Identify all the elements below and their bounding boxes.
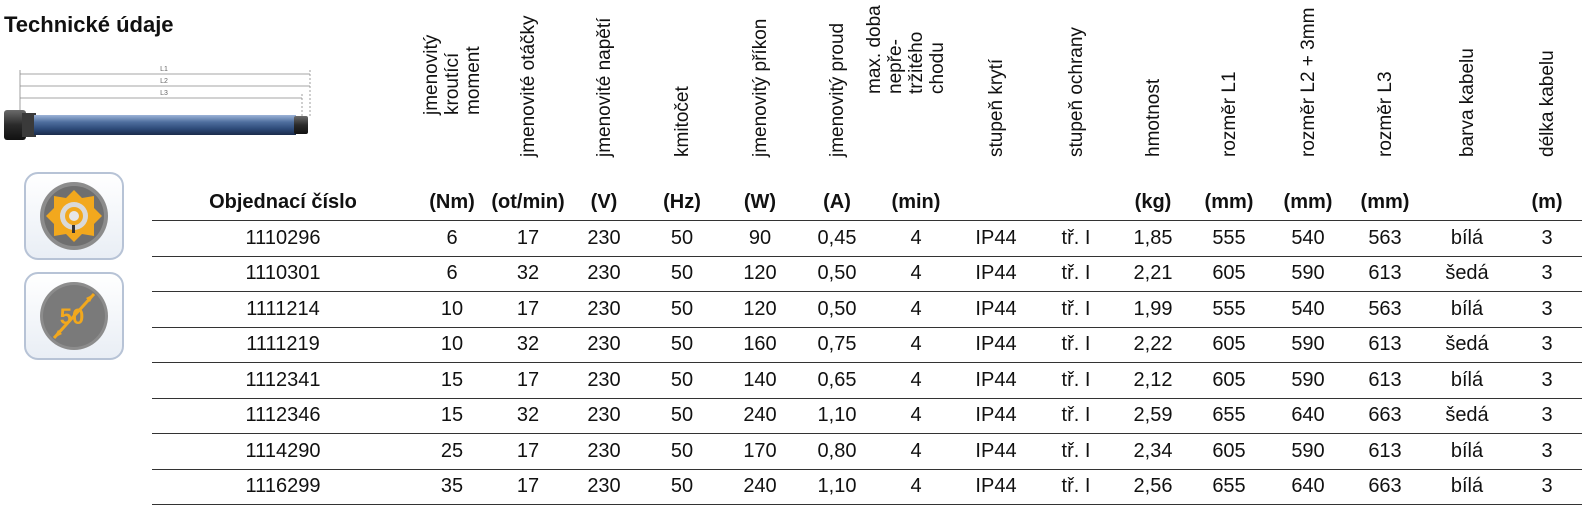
table-cell: 590 (1268, 256, 1348, 292)
table-cell: 0,80 (798, 434, 876, 470)
table-cell: 1,10 (798, 398, 876, 434)
table-cell: šedá (1422, 327, 1512, 363)
table-cell: bílá (1422, 221, 1512, 257)
order-number-cell: 1112346 (152, 398, 414, 434)
table-cell: 590 (1268, 327, 1348, 363)
column-label: jmenovitý proud (826, 22, 848, 157)
table-cell: 1,99 (1116, 292, 1190, 328)
order-number-cell: 1116299 (152, 469, 414, 505)
table-cell: 655 (1190, 398, 1268, 434)
page-title: Technické údaje (4, 12, 174, 37)
table-cell: 32 (490, 327, 566, 363)
table-cell: šedá (1422, 398, 1512, 434)
table-cell: 555 (1190, 292, 1268, 328)
table-cell: 4 (876, 327, 956, 363)
column-header-1 (414, 0, 490, 184)
table-cell: 230 (566, 363, 642, 399)
table-cell: 2,34 (1116, 434, 1190, 470)
column-unit: (kg) (1116, 184, 1190, 221)
table-cell: 605 (1190, 327, 1268, 363)
table-cell: 90 (722, 221, 798, 257)
table-cell: IP44 (956, 292, 1036, 328)
dimension-label-l3: L3 (160, 90, 168, 97)
table-cell: 4 (876, 398, 956, 434)
adapter-ring-icon (32, 178, 116, 254)
table-cell: 230 (566, 469, 642, 505)
table-cell: 613 (1348, 256, 1422, 292)
column-label: hmotnost (1142, 78, 1164, 157)
table-cell: tř. I (1036, 434, 1116, 470)
order-number-cell: 1110296 (152, 221, 414, 257)
table-cell: 4 (876, 292, 956, 328)
table-cell: 17 (490, 221, 566, 257)
column-label: max. doba nepře- tržitého chodu (863, 5, 948, 94)
column-unit: (Hz) (642, 184, 722, 221)
table-cell: 230 (566, 256, 642, 292)
column-unit: (mm) (1190, 184, 1268, 221)
table-cell: tř. I (1036, 327, 1116, 363)
table-cell: 50 (642, 256, 722, 292)
table-cell: IP44 (956, 256, 1036, 292)
column-header-15 (1512, 0, 1582, 184)
order-number-cell: 1114290 (152, 434, 414, 470)
table-cell: 613 (1348, 327, 1422, 363)
table-cell: 0,75 (798, 327, 876, 363)
column-label: kmitočet (671, 86, 693, 157)
table-cell: tř. I (1036, 363, 1116, 399)
table-cell: 540 (1268, 292, 1348, 328)
table-row (152, 434, 1582, 470)
adapter-ring-icon-box (24, 172, 124, 260)
table-cell: tř. I (1036, 469, 1116, 505)
order-number-cell: 1111214 (152, 292, 414, 328)
column-label: jmenovité napětí (593, 17, 615, 157)
table-cell: 555 (1190, 221, 1268, 257)
table-cell: tř. I (1036, 398, 1116, 434)
diameter-badge: 50 (59, 304, 85, 329)
order-number-cell: 1112341 (152, 363, 414, 399)
table-cell: 0,65 (798, 363, 876, 399)
column-unit (1422, 184, 1512, 221)
column-label-row (152, 0, 1582, 184)
column-unit: (A) (798, 184, 876, 221)
table-cell: 663 (1348, 398, 1422, 434)
column-unit: (Nm) (414, 184, 490, 221)
table-cell: 590 (1268, 363, 1348, 399)
column-label: rozměr L3 (1374, 71, 1396, 157)
column-label: jmenovité otáčky (517, 15, 539, 157)
table-cell: 50 (642, 434, 722, 470)
column-header-11 (1190, 0, 1268, 184)
spec-table-body (152, 221, 1582, 505)
column-header-10 (1116, 0, 1190, 184)
table-cell: 140 (722, 363, 798, 399)
order-number-cell: 1111219 (152, 327, 414, 363)
table-cell: bílá (1422, 469, 1512, 505)
column-unit: (W) (722, 184, 798, 221)
table-cell: 2,21 (1116, 256, 1190, 292)
table-cell: 0,45 (798, 221, 876, 257)
table-cell: 50 (642, 327, 722, 363)
table-cell: 32 (490, 256, 566, 292)
table-cell: 50 (642, 469, 722, 505)
table-row (152, 292, 1582, 328)
table-cell: 3 (1512, 256, 1582, 292)
column-label: jmenovitý kroutící moment (420, 34, 484, 115)
column-header-9 (1036, 0, 1116, 184)
column-unit (956, 184, 1036, 221)
table-cell: 3 (1512, 292, 1582, 328)
table-cell: 50 (642, 398, 722, 434)
table-cell: 230 (566, 221, 642, 257)
table-cell: 17 (490, 292, 566, 328)
table-cell: 10 (414, 327, 490, 363)
column-label: barva kabelu (1456, 48, 1478, 157)
table-cell: 230 (566, 398, 642, 434)
table-cell: 4 (876, 221, 956, 257)
table-cell: bílá (1422, 434, 1512, 470)
column-unit-row (152, 184, 1582, 221)
column-label: jmenovitý příkon (749, 18, 771, 157)
table-row (152, 363, 1582, 399)
column-header-14 (1422, 0, 1512, 184)
table-cell: 605 (1190, 363, 1268, 399)
column-header-4 (642, 0, 722, 184)
table-cell: 563 (1348, 292, 1422, 328)
column-label: rozměr L2 + 3mm (1297, 7, 1319, 157)
table-row (152, 256, 1582, 292)
table-cell: 230 (566, 292, 642, 328)
dimension-label-l1: L1 (160, 66, 168, 73)
table-cell: 3 (1512, 221, 1582, 257)
table-cell: 120 (722, 292, 798, 328)
table-cell: 605 (1190, 434, 1268, 470)
table-cell: tř. I (1036, 221, 1116, 257)
table-cell: 50 (642, 363, 722, 399)
table-cell: 4 (876, 469, 956, 505)
table-cell: 540 (1268, 221, 1348, 257)
table-cell: 655 (1190, 469, 1268, 505)
table-cell: 17 (490, 469, 566, 505)
table-cell: 0,50 (798, 292, 876, 328)
table-cell: 2,22 (1116, 327, 1190, 363)
column-unit: (mm) (1268, 184, 1348, 221)
order-number-header: Objednací číslo (152, 184, 414, 221)
column-header-13 (1348, 0, 1422, 184)
column-unit: (mm) (1348, 184, 1422, 221)
column-label: stupeň krytí (985, 58, 1007, 157)
table-cell: IP44 (956, 221, 1036, 257)
table-cell: 3 (1512, 398, 1582, 434)
table-cell: 170 (722, 434, 798, 470)
table-row (152, 221, 1582, 257)
dimension-label-l2: L2 (160, 78, 168, 85)
table-cell: 15 (414, 363, 490, 399)
tube-diameter-icon (32, 278, 116, 354)
table-cell: IP44 (956, 469, 1036, 505)
table-cell: 605 (1190, 256, 1268, 292)
table-cell: 3 (1512, 327, 1582, 363)
table-cell: 230 (566, 434, 642, 470)
table-row (152, 398, 1582, 434)
table-cell: 240 (722, 398, 798, 434)
table-cell: tř. I (1036, 292, 1116, 328)
table-cell: 2,59 (1116, 398, 1190, 434)
table-cell: IP44 (956, 434, 1036, 470)
column-header-5 (722, 0, 798, 184)
table-cell: 590 (1268, 434, 1348, 470)
table-row (152, 469, 1582, 505)
column-header-7 (863, 0, 956, 184)
table-cell: 17 (490, 363, 566, 399)
table-cell: IP44 (956, 363, 1036, 399)
table-cell: 50 (642, 292, 722, 328)
table-cell: 32 (490, 398, 566, 434)
table-cell: 3 (1512, 434, 1582, 470)
column-label: délka kabelu (1536, 50, 1558, 157)
table-cell: 160 (722, 327, 798, 363)
table-cell: 663 (1348, 469, 1422, 505)
spec-table (152, 0, 1582, 505)
table-cell: 15 (414, 398, 490, 434)
column-label: stupeň ochrany (1065, 27, 1087, 157)
table-cell: 240 (722, 469, 798, 505)
table-cell: 640 (1268, 469, 1348, 505)
column-label: rozměr L1 (1218, 71, 1240, 157)
table-cell: 563 (1348, 221, 1422, 257)
tube-diameter-icon-box (24, 272, 124, 360)
table-cell: bílá (1422, 363, 1512, 399)
table-cell: 0,50 (798, 256, 876, 292)
table-cell: bílá (1422, 292, 1512, 328)
table-cell: 50 (642, 221, 722, 257)
table-cell: 613 (1348, 434, 1422, 470)
table-cell: tř. I (1036, 256, 1116, 292)
table-cell: 6 (414, 256, 490, 292)
column-header-2 (490, 0, 566, 184)
column-unit: (min) (876, 184, 956, 221)
table-cell: 3 (1512, 469, 1582, 505)
column-unit: (V) (566, 184, 642, 221)
column-unit (1036, 184, 1116, 221)
table-cell: 17 (490, 434, 566, 470)
table-cell: 3 (1512, 363, 1582, 399)
column-header-12 (1268, 0, 1348, 184)
table-cell: 2,12 (1116, 363, 1190, 399)
table-cell: IP44 (956, 398, 1036, 434)
table-cell: 4 (876, 256, 956, 292)
table-cell: 6 (414, 221, 490, 257)
column-header-0 (152, 0, 414, 184)
table-cell: IP44 (956, 327, 1036, 363)
column-header-3 (566, 0, 642, 184)
table-cell: 640 (1268, 398, 1348, 434)
table-cell: 4 (876, 363, 956, 399)
table-cell: 4 (876, 434, 956, 470)
table-cell: 35 (414, 469, 490, 505)
table-cell: 120 (722, 256, 798, 292)
table-cell: šedá (1422, 256, 1512, 292)
table-cell: 230 (566, 327, 642, 363)
order-number-cell: 1110301 (152, 256, 414, 292)
table-cell: 1,85 (1116, 221, 1190, 257)
column-header-8 (956, 0, 1036, 184)
table-cell: 25 (414, 434, 490, 470)
column-unit: (m) (1512, 184, 1582, 221)
table-cell: 613 (1348, 363, 1422, 399)
column-unit: (ot/min) (490, 184, 566, 221)
table-row (152, 327, 1582, 363)
table-cell: 10 (414, 292, 490, 328)
table-cell: 1,10 (798, 469, 876, 505)
table-cell: 2,56 (1116, 469, 1190, 505)
